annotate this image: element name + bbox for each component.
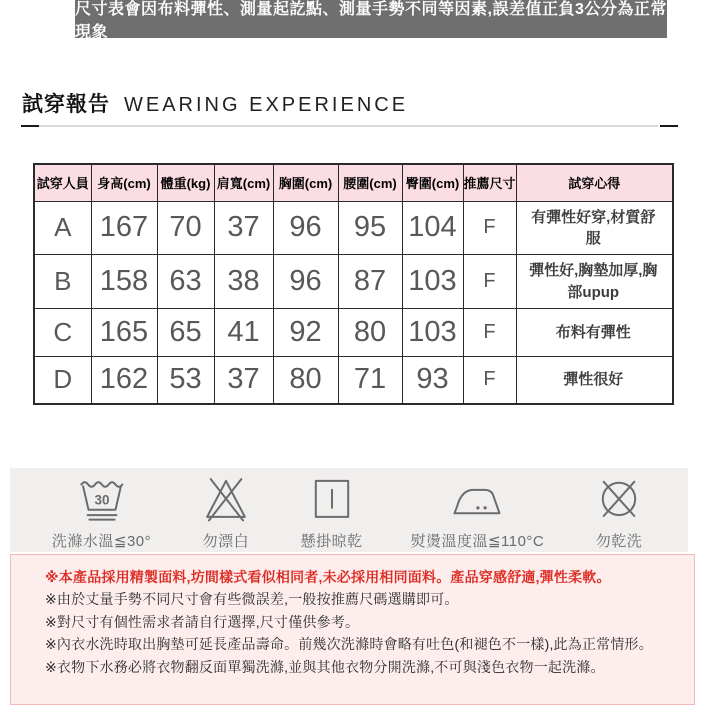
cell-waist: 80 xyxy=(338,308,402,356)
cell-height: 167 xyxy=(91,201,157,255)
note-line: ※對尺寸有個性需求者請自行選擇,尺寸僅供參考。 xyxy=(45,613,360,630)
no-bleach-icon xyxy=(199,470,253,526)
cell-weight: 65 xyxy=(157,308,214,356)
cell-weight: 53 xyxy=(157,356,214,404)
cell-chest: 96 xyxy=(273,255,338,309)
care-item-iron xyxy=(410,470,544,551)
care-item-no-dry-clean xyxy=(592,470,646,551)
col-header-hip: 臀圍(cm) xyxy=(402,164,463,201)
section-title-en: WEARING EXPERIENCE xyxy=(124,94,409,116)
cell-waist: 95 xyxy=(338,201,402,255)
care-label: 勿乾洗 xyxy=(595,532,643,550)
table-row xyxy=(34,255,673,309)
divider-line xyxy=(39,125,658,127)
hang-dry-icon xyxy=(305,470,359,526)
iron-110-icon xyxy=(450,470,504,526)
cell-chest: 92 xyxy=(273,308,338,356)
divider-left-dash xyxy=(21,125,39,127)
cell-chest: 80 xyxy=(273,356,338,404)
cell-height: 162 xyxy=(91,356,157,404)
care-label: 勿漂白 xyxy=(202,532,250,550)
cell-remark: 彈性好,胸墊加厚,胸部upup xyxy=(516,255,673,309)
note-line: ※衣物下水務必將衣物翻反面單獨洗滌,並與其他衣物分開洗滌,不可與淺色衣物一起洗滌。 xyxy=(45,658,605,675)
cell-hip: 103 xyxy=(402,255,463,309)
section-title xyxy=(22,88,408,118)
svg-text:30: 30 xyxy=(93,491,110,507)
section-title-zh: 試穿報告 xyxy=(22,93,110,116)
col-header-remark: 試穿心得 xyxy=(516,164,673,201)
cell-size: F xyxy=(463,201,516,255)
cell-remark: 布料有彈性 xyxy=(516,308,673,356)
cell-size: F xyxy=(463,255,516,309)
care-item-hang-dry xyxy=(301,470,363,551)
col-header-height: 身高(cm) xyxy=(91,164,157,201)
cell-weight: 63 xyxy=(157,255,214,309)
col-header-person: 試穿人員 xyxy=(34,164,91,201)
cell-person: B xyxy=(34,255,91,309)
care-label: 懸掛晾乾 xyxy=(300,532,363,550)
cell-height: 158 xyxy=(91,255,157,309)
cell-shoulder: 38 xyxy=(214,255,273,309)
care-label: 洗滌水溫≦30° xyxy=(51,532,152,550)
care-item-no-bleach xyxy=(199,470,253,551)
table-row xyxy=(34,201,673,255)
table-row xyxy=(34,356,673,404)
no-dry-clean-icon xyxy=(592,470,646,526)
cell-chest: 96 xyxy=(273,201,338,255)
product-notes-box xyxy=(10,554,695,705)
cell-hip: 104 xyxy=(402,201,463,255)
cell-size: F xyxy=(463,356,516,404)
cell-size: F xyxy=(463,308,516,356)
cell-weight: 70 xyxy=(157,201,214,255)
title-divider xyxy=(21,125,678,127)
col-header-waist: 腰圍(cm) xyxy=(338,164,402,201)
cell-shoulder: 37 xyxy=(214,356,273,404)
col-header-size: 推薦尺寸 xyxy=(463,164,516,201)
cell-waist: 87 xyxy=(338,255,402,309)
size-disclaimer-banner xyxy=(75,0,667,41)
care-instructions-panel xyxy=(10,468,688,552)
cell-hip: 93 xyxy=(402,356,463,404)
cell-height: 165 xyxy=(91,308,157,356)
cell-shoulder: 37 xyxy=(214,201,273,255)
divider-right-dash xyxy=(660,125,678,127)
table-row xyxy=(34,308,673,356)
care-label: 熨燙溫度溫≦110°C xyxy=(410,532,545,550)
size-disclaimer-text: 尺寸表會因布料彈性、測量起訖點、測量手勢不同等因素,誤差值正負3公分為正常現象 xyxy=(75,1,667,41)
cell-remark: 有彈性好穿,材質舒服 xyxy=(516,201,673,255)
cell-person: C xyxy=(34,308,91,356)
cell-person: A xyxy=(34,201,91,255)
cell-shoulder: 41 xyxy=(214,308,273,356)
table-header-row xyxy=(34,164,673,201)
note-line: ※內衣水洗時取出胸墊可延長產品壽命。前幾次洗滌時會略有吐色(和褪色不一樣),此為正常情形。 xyxy=(45,636,653,653)
col-header-chest: 胸圍(cm) xyxy=(273,164,338,201)
care-item-wash xyxy=(52,470,151,551)
note-line: ※由於丈量手勢不同尺寸會有些微誤差,一般按推薦尺碼選購即可。 xyxy=(45,591,459,608)
fitting-report-table xyxy=(33,163,674,405)
cell-waist: 71 xyxy=(338,356,402,404)
cell-person: D xyxy=(34,356,91,404)
cell-remark: 彈性很好 xyxy=(516,356,673,404)
cell-hip: 103 xyxy=(402,308,463,356)
col-header-weight: 體重(kg) xyxy=(157,164,214,201)
col-header-shoulder: 肩寬(cm) xyxy=(214,164,273,201)
wash-temp-30-icon xyxy=(75,470,129,526)
note-line: ※本產品採用精製面料,坊間樣式看似相同者,未必採用相同面料。產品穿感舒適,彈性柔軟。 xyxy=(45,569,611,585)
